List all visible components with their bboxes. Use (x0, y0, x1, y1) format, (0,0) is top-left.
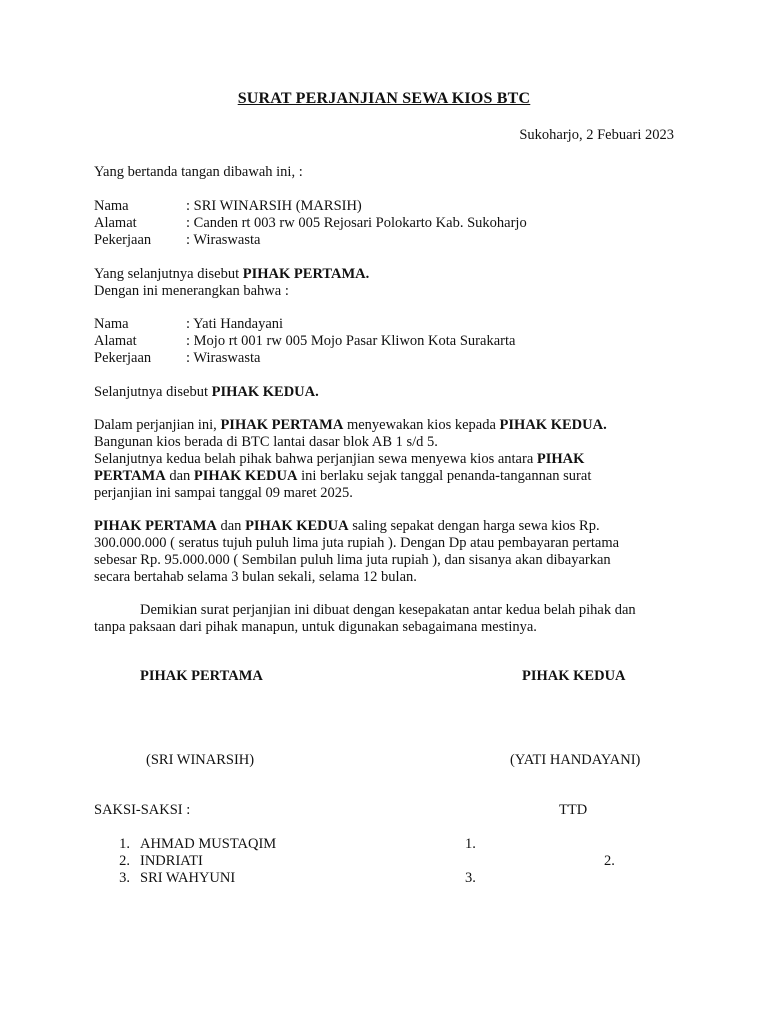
party1-job-row (94, 232, 260, 249)
party2-address-label: Alamat (94, 333, 137, 349)
designation-party1 (94, 266, 369, 283)
para1-line5: perjanjian ini sampai tanggal 09 maret 2025. (94, 485, 353, 501)
signature-left-heading: PIHAK PERTAMA (140, 668, 263, 684)
party1-job-value: : Wiraswasta (186, 232, 261, 248)
closing-line2: tanpa paksaan dari pihak manapun, untuk digunakan sebagaimana mestinya. (94, 619, 537, 635)
para2-text: saling sepakat dengan harga sewa kios Rp. (348, 518, 600, 534)
party1-address-value: : Canden rt 003 rw 005 Rejosari Polokarto Kab. Sukoharjo (186, 215, 527, 231)
designation1-prefix: Yang selanjutnya disebut (94, 266, 243, 282)
para1-text: Selanjutnya kedua belah pihak bahwa perjanjian sewa menyewa kios antara (94, 451, 537, 467)
para2-line3: sebesar Rp. 95.000.000 ( Sembilan puluh lima juta rupiah ), dan sisanya akan dibayarkan (94, 552, 611, 568)
witness-row (106, 853, 203, 870)
witness-number: 2. (119, 853, 130, 869)
witness-row (106, 870, 235, 887)
para1-text: dan (165, 468, 194, 484)
party1-name-label: Nama (94, 198, 129, 214)
place-date: Sukoharjo, 2 Febuari 2023 (519, 127, 674, 143)
para1-bold: PIHAK KEDUA. (499, 417, 607, 433)
para2-bold: PIHAK PERTAMA (94, 518, 217, 534)
para2-line4: secara bertahab selama 3 bulan sekali, selama 12 bulan. (94, 569, 417, 585)
party1-address-label: Alamat (94, 215, 137, 231)
witness-ttd-heading: TTD (559, 802, 588, 818)
party2-job-row (94, 350, 260, 367)
para1-text: ini berlaku sejak tanggal penanda-tangannan surat (297, 468, 592, 484)
party1-name-row (94, 198, 362, 215)
signature-left-name: (SRI WINARSIH) (146, 752, 255, 768)
witness-number: 3. (119, 870, 130, 886)
para1-bold: PIHAK (536, 451, 585, 467)
para1-text: menyewakan kios kepada (343, 417, 500, 433)
para2-bold: PIHAK KEDUA (245, 518, 349, 534)
witness-heading: SAKSI-SAKSI : (94, 802, 191, 818)
para1-line3 (94, 451, 584, 468)
witness-sign-slot: 1. (465, 836, 476, 852)
witness-number: 1. (119, 836, 130, 852)
witness-name: INDRIATI (140, 853, 203, 869)
para1-line2: Bangunan kios berada di BTC lantai dasar blok AB 1 s/d 5. (94, 434, 438, 450)
declares-text: Dengan ini menerangkan bahwa : (94, 283, 289, 299)
closing-line1: Demikian surat perjanjian ini dibuat dengan kesepakatan antar kedua belah pihak dan (140, 602, 636, 618)
witness-name: AHMAD MUSTAQIM (140, 836, 277, 852)
witness-name: SRI WAHYUNI (140, 870, 236, 886)
party2-job-value: : Wiraswasta (186, 350, 261, 366)
para2-line2: 300.000.000 ( seratus tujuh puluh lima juta rupiah ). Dengan Dp atau pembayaran pertama (94, 535, 620, 551)
para1-text: Dalam perjanjian ini, (94, 417, 221, 433)
party1-name-value: : SRI WINARSIH (MARSIH) (186, 198, 362, 214)
witness-sign-slot: 3. (465, 870, 476, 886)
para1-bold: PIHAK PERTAMA (220, 417, 344, 433)
party2-name-row (94, 316, 283, 333)
para1-line1 (94, 417, 607, 434)
party2-name-value: : Yati Handayani (186, 316, 284, 332)
designation-party2 (94, 384, 319, 401)
para1-line4 (94, 468, 591, 485)
witness-row (106, 836, 276, 853)
party2-address-row (94, 333, 515, 350)
designation1-bold: PIHAK PERTAMA. (242, 266, 370, 282)
para2-line1 (94, 518, 600, 535)
party1-address-row (94, 215, 527, 232)
party2-name-label: Nama (94, 316, 129, 332)
para1-bold: PIHAK KEDUA (193, 468, 298, 484)
signature-right-name: (YATI HANDAYANI) (510, 752, 641, 768)
party2-job-label: Pekerjaan (94, 350, 152, 366)
witness-sign-slot: 2. (604, 853, 615, 869)
intro-text: Yang bertanda tangan dibawah ini, : (94, 164, 303, 180)
document-title: SURAT PERJANJIAN SEWA KIOS BTC (237, 90, 531, 107)
para2-text: dan (216, 518, 246, 534)
designation2-prefix: Selanjutnya disebut (94, 384, 212, 400)
party2-address-value: : Mojo rt 001 rw 005 Mojo Pasar Kliwon Kota Surakarta (186, 333, 516, 349)
para1-bold: PERTAMA (94, 468, 166, 484)
party1-job-label: Pekerjaan (94, 232, 152, 248)
designation2-bold: PIHAK KEDUA. (211, 384, 319, 400)
signature-right-heading: PIHAK KEDUA (522, 668, 626, 684)
